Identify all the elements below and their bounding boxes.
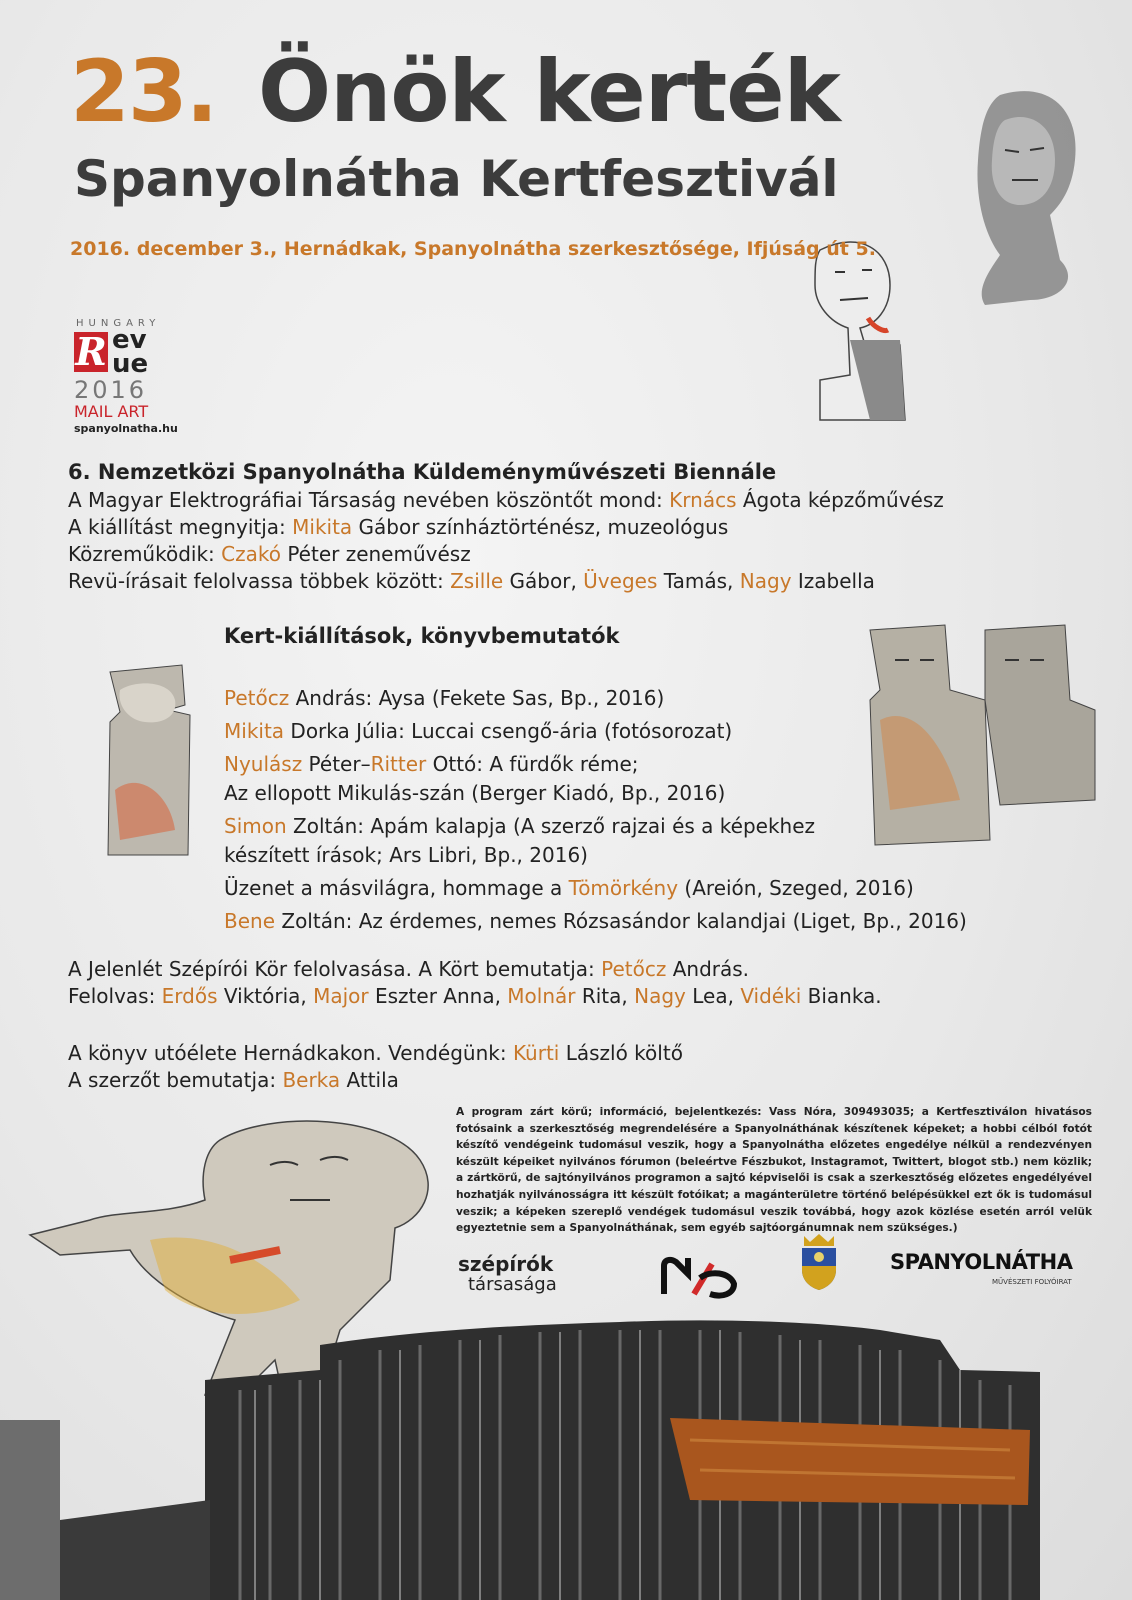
spanyolnatha-logo-subtitle: MŰVÉSZETI FOLYÓIRAT (992, 1278, 1072, 1286)
line-text: Zoltán: Az érdemes, nemes Rózsasándor kalandjai (Liget, Bp., 2016) (275, 909, 967, 933)
biennale-heading: 6. Nemzetközi Spanyolnátha Küldeményművészeti Biennále (68, 460, 777, 484)
line-text: Viktória, (217, 984, 314, 1008)
line-text: Közreműködik: (68, 542, 222, 566)
line-text: András. (666, 957, 750, 981)
program-line (68, 514, 944, 541)
list-item (224, 812, 967, 870)
line-text: Gábor, (503, 569, 584, 593)
person-surname: Erdős (161, 984, 218, 1008)
person-surname: Mikita (292, 515, 353, 539)
nka-logo (660, 1244, 740, 1304)
person-surname: Molnár (507, 984, 576, 1008)
line-text: Péter– (302, 752, 371, 776)
line-text: Eszter Anna, (368, 984, 508, 1008)
line-text: Tamás, (657, 569, 740, 593)
person-surname: Petőcz (601, 957, 667, 981)
line-text: A Jelenlét Szépírói Kör felolvasása. A Kört bemutatja: (68, 957, 602, 981)
program-line (68, 956, 882, 983)
line-text: Az ellopott Mikulás-szán (Berger Kiadó, Bp., 2016) (224, 781, 726, 805)
person-surname: Petőcz (224, 686, 290, 710)
person-surname: Krnács (669, 488, 737, 512)
book-afterlife-program (68, 1040, 683, 1094)
line-text: Rita, (575, 984, 635, 1008)
szepirok-top-text: szépírók (458, 1252, 554, 1276)
book-presentations-list (224, 684, 967, 940)
list-item (224, 684, 967, 713)
line-text: Attila (340, 1068, 399, 1092)
person-surname: Nagy (739, 569, 792, 593)
person-surname: Kürti (512, 1041, 560, 1065)
line-text: Bianka. (801, 984, 882, 1008)
line-text: (Areión, Szeged, 2016) (678, 876, 914, 900)
logo-year-text: 2016 (74, 376, 148, 404)
logo-url-text: spanyolnatha.hu (74, 422, 178, 435)
line-text: Péter zeneművész (280, 542, 471, 566)
person-surname: Tömörkény (568, 876, 679, 900)
line-text: A Magyar Elektrográfiai Társaság nevében köszöntőt mond: (68, 488, 670, 512)
person-surname: Vidéki (740, 984, 802, 1008)
bottom-forest-texture (0, 1320, 1040, 1600)
disclaimer-text: A program zárt körű; információ, bejelentkezés: Vass Nóra, 309493035; a Kertfesztiválon hivatásos fotósaink a szerkesztőség megrendelésére a Spanyolnáthának készítenek képeket; a hobbi célból fotót készítő vendégeink tudomásul veszik, hogy a Spanyolnátha előzetes engedélye nélkül a rendezvényen készült képeiket nyilvános fórumon (beleértve Fészbukot, Instagramot, Twittert, blogot stb.) nem közlik; a zártkörű, de sajtónyilvános programon a sajtó képviselői is csak a szerkesztőség előzetes engedélyével hozhatják nyilvánosságra itt készült fotóikat; a magánterületre történő belépésükkel ezt ők is tudomásul veszik; a képeken szereplő vendégek tudomásul veszik továbbá, hogy azok közlése esetén arról velük egyeztetnie sem a Spanyolnáthának, sem egyéb sajtóorgánumnak nem szükséges.) (456, 1106, 1092, 1235)
biennale-program (68, 487, 944, 595)
line-text: Izabella (791, 569, 875, 593)
person-surname: Zsille (450, 569, 504, 593)
event-date-location: 2016. december 3., Hernádkak, Spanyolnátha szerkesztősége, Ifjúság út 5. (70, 238, 876, 260)
top-right-figure-drawing (977, 91, 1075, 305)
center-figure-drawing (815, 242, 905, 420)
list-item (224, 907, 967, 936)
person-surname: Üveges (583, 569, 658, 593)
logo-hungary-text: HUNGARY (76, 318, 161, 329)
spanyolnatha-logo-text: SPANYOLNÁTHA (890, 1250, 1073, 1274)
person-surname: Ritter (370, 752, 427, 776)
logo-ev-text: ev (112, 325, 147, 355)
program-line (68, 487, 944, 514)
line-text: Ottó: A fürdők réme; (426, 752, 639, 776)
line-text: Zoltán: Apám kalapja (A szerző rajzai és a képekhez (286, 814, 816, 838)
page-subtitle: Spanyolnátha Kertfesztivál (74, 150, 839, 208)
person-surname: Nagy (634, 984, 686, 1008)
spanyolnatha-logo (890, 1244, 1090, 1300)
person-surname: Bene (224, 909, 276, 933)
program-line (68, 983, 882, 1010)
logo-mail-art-text: MAIL ART (74, 402, 149, 421)
revue-mail-art-logo (70, 318, 180, 438)
line-text: Üzenet a másvilágra, hommage a (224, 876, 569, 900)
line-text: A szerzőt bemutatja: (68, 1068, 283, 1092)
program-line (68, 1040, 683, 1067)
list-item (224, 874, 967, 903)
line-text: László költő (559, 1041, 683, 1065)
szepirok-bottom-text: társasága (468, 1274, 557, 1295)
line-text: Lea, (685, 984, 741, 1008)
hernadkak-crest-icon (796, 1232, 842, 1292)
left-figure-drawing (108, 665, 190, 855)
program-line (68, 1067, 683, 1094)
line-text: A könyv utóélete Hernádkakon. Vendégünk: (68, 1041, 513, 1065)
person-surname: Mikita (224, 719, 285, 743)
program-line (68, 568, 944, 595)
line-text: Gábor színháztörténész, muzeológus (352, 515, 729, 539)
logo-r-mark: R (75, 329, 107, 374)
line-text: Ágota képzőművész (736, 488, 944, 512)
exhibitions-heading: Kert-kiállítások, könyvbemutatók (224, 624, 620, 648)
person-surname: Berka (282, 1068, 341, 1092)
logo-ue-text: ue (112, 349, 149, 379)
person-surname: Simon (224, 814, 287, 838)
person-surname: Nyulász (224, 752, 303, 776)
line-text: András: Aysa (Fekete Sas, Bp., 2016) (289, 686, 665, 710)
page-title: Önök kerték (258, 42, 840, 142)
list-item (224, 717, 967, 746)
line-text: készített írások; Ars Libri, Bp., 2016) (224, 843, 588, 867)
person-surname: Major (313, 984, 369, 1008)
szepirok-tarsasaga-logo (458, 1252, 608, 1300)
line-text: Felolvas: (68, 984, 162, 1008)
reading-program (68, 956, 882, 1010)
line-text: Dorka Júlia: Luccai csengő-ária (fotósorozat) (284, 719, 733, 743)
edition-number: 23. (70, 42, 217, 142)
line-text: Revü-írásait felolvassa többek között: (68, 569, 451, 593)
line-text: A kiállítást megnyitja: (68, 515, 293, 539)
person-surname: Czakó (221, 542, 281, 566)
list-item (224, 750, 967, 808)
program-line (68, 541, 944, 568)
